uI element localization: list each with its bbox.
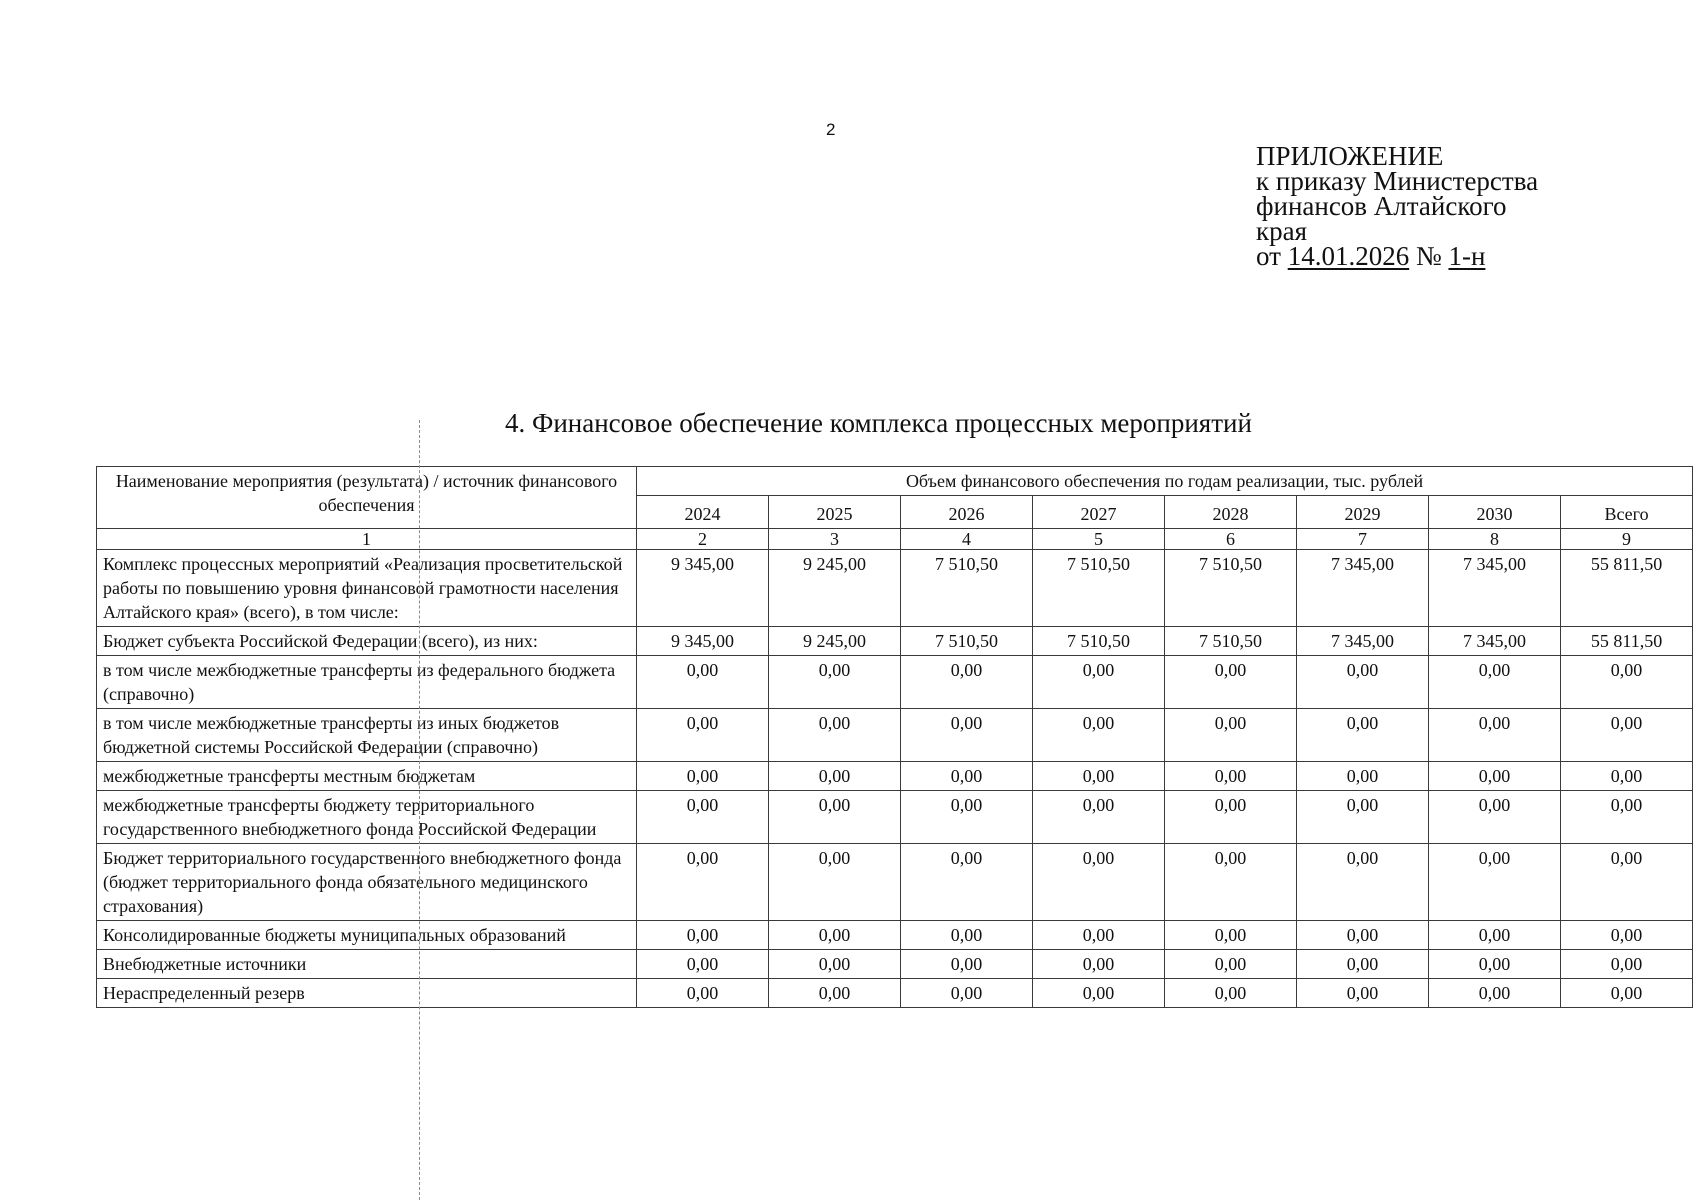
table-header-row — [97, 467, 1693, 496]
row-year-value: 0,00 — [637, 979, 769, 1008]
row-year-value: 0,00 — [1165, 950, 1297, 979]
row-year-value: 0,00 — [901, 979, 1033, 1008]
row-year-value: 0,00 — [769, 979, 901, 1008]
row-year-value: 0,00 — [1165, 979, 1297, 1008]
row-year-value: 0,00 — [1165, 709, 1297, 762]
row-year-value: 0,00 — [769, 950, 901, 979]
row-year-value: 0,00 — [1297, 921, 1429, 950]
row-year-value: 0,00 — [1033, 979, 1165, 1008]
row-year-value: 0,00 — [1033, 950, 1165, 979]
table-row — [97, 627, 1693, 656]
page-number: 2 — [826, 120, 836, 139]
year-header: 2028 — [1165, 496, 1297, 529]
column-number: 4 — [901, 529, 1033, 550]
row-total-value: 0,00 — [1561, 950, 1693, 979]
row-year-value: 0,00 — [1165, 844, 1297, 921]
year-header: 2024 — [637, 496, 769, 529]
row-year-value: 0,00 — [1165, 656, 1297, 709]
row-year-value: 0,00 — [901, 950, 1033, 979]
row-year-value: 0,00 — [1429, 791, 1561, 844]
row-year-value: 0,00 — [1429, 950, 1561, 979]
table-row — [97, 979, 1693, 1008]
column-number: 3 — [769, 529, 901, 550]
row-year-value: 0,00 — [1297, 656, 1429, 709]
table-row — [97, 656, 1693, 709]
row-year-value: 0,00 — [901, 709, 1033, 762]
year-header: 2029 — [1297, 496, 1429, 529]
appendix-header — [1256, 141, 1539, 271]
row-year-value: 9 245,00 — [769, 550, 901, 627]
row-year-value: 7 345,00 — [1297, 550, 1429, 627]
section-title: 4. Финансовое обеспечение комплекса процессных мероприятий — [505, 408, 1252, 438]
row-year-value: 0,00 — [637, 950, 769, 979]
row-year-value: 0,00 — [1297, 791, 1429, 844]
row-label: Консолидированные бюджеты муниципальных образований — [97, 921, 637, 950]
row-year-value: 0,00 — [1165, 921, 1297, 950]
row-year-value: 0,00 — [1429, 656, 1561, 709]
table-row — [97, 709, 1693, 762]
row-year-value: 0,00 — [769, 844, 901, 921]
appendix-line-2: финансов Алтайского — [1256, 191, 1507, 221]
column-number: 6 — [1165, 529, 1297, 550]
row-year-value: 0,00 — [769, 762, 901, 791]
row-year-value: 0,00 — [769, 656, 901, 709]
row-total-value: 0,00 — [1561, 709, 1693, 762]
row-total-value: 0,00 — [1561, 762, 1693, 791]
column-number: 5 — [1033, 529, 1165, 550]
row-total-value: 0,00 — [1561, 979, 1693, 1008]
column-number: 7 — [1297, 529, 1429, 550]
row-year-value: 0,00 — [901, 844, 1033, 921]
name-column-header: Наименование мероприятия (результата) / источник финансового обеспечения — [97, 467, 637, 529]
table-row — [97, 762, 1693, 791]
order-number: 1-н — [1448, 241, 1486, 271]
appendix-line-1: к приказу Министерства — [1256, 166, 1539, 196]
row-year-value: 0,00 — [637, 791, 769, 844]
row-year-value: 0,00 — [637, 762, 769, 791]
row-year-value: 0,00 — [1033, 656, 1165, 709]
appendix-title: ПРИЛОЖЕНИЕ — [1256, 141, 1444, 171]
fold-line — [419, 420, 420, 1200]
row-year-value: 7 345,00 — [1297, 627, 1429, 656]
row-year-value: 0,00 — [1033, 709, 1165, 762]
row-year-value: 0,00 — [1429, 844, 1561, 921]
appendix-order-line — [1256, 241, 1538, 271]
row-year-value: 0,00 — [1297, 950, 1429, 979]
row-year-value: 0,00 — [901, 791, 1033, 844]
table-row — [97, 950, 1693, 979]
column-number: 2 — [637, 529, 769, 550]
row-year-value: 0,00 — [1033, 844, 1165, 921]
table-body — [97, 550, 1693, 1008]
order-date-prefix: от — [1256, 241, 1281, 271]
row-label: в том числе межбюджетные трансферты из иных бюджетов бюджетной системы Российской Федерации (справочно) — [97, 709, 637, 762]
table-row — [97, 791, 1693, 844]
row-label: межбюджетные трансферты местным бюджетам — [97, 762, 637, 791]
financing-table — [96, 466, 1693, 1008]
row-total-value: 0,00 — [1561, 844, 1693, 921]
year-header: 2026 — [901, 496, 1033, 529]
row-year-value: 7 510,50 — [901, 550, 1033, 627]
row-year-value: 0,00 — [1297, 844, 1429, 921]
row-year-value: 0,00 — [769, 709, 901, 762]
row-year-value: 0,00 — [1429, 921, 1561, 950]
row-year-value: 0,00 — [1033, 762, 1165, 791]
row-year-value: 7 510,50 — [1033, 627, 1165, 656]
row-year-value: 0,00 — [1297, 709, 1429, 762]
year-header: 2027 — [1033, 496, 1165, 529]
table-row — [97, 921, 1693, 950]
row-label: в том числе межбюджетные трансферты из федерального бюджета (справочно) — [97, 656, 637, 709]
order-date: 14.01.2026 — [1287, 241, 1410, 271]
column-number-row — [97, 529, 1693, 550]
row-year-value: 0,00 — [901, 762, 1033, 791]
column-number: 9 — [1561, 529, 1693, 550]
column-number: 8 — [1429, 529, 1561, 550]
row-year-value: 0,00 — [1165, 762, 1297, 791]
row-year-value: 7 510,50 — [1165, 627, 1297, 656]
row-year-value: 0,00 — [637, 844, 769, 921]
row-year-value: 0,00 — [1429, 979, 1561, 1008]
row-total-value: 0,00 — [1561, 791, 1693, 844]
year-header: 2025 — [769, 496, 901, 529]
row-year-value: 0,00 — [901, 656, 1033, 709]
row-total-value: 55 811,50 — [1561, 627, 1693, 656]
row-year-value: 0,00 — [1297, 979, 1429, 1008]
total-header: Всего — [1561, 496, 1693, 529]
row-year-value: 0,00 — [769, 791, 901, 844]
row-label: Бюджет субъекта Российской Федерации (всего), из них: — [97, 627, 637, 656]
row-year-value: 7 345,00 — [1429, 550, 1561, 627]
table-row — [97, 844, 1693, 921]
row-year-value: 7 510,50 — [901, 627, 1033, 656]
row-year-value: 0,00 — [1033, 791, 1165, 844]
row-year-value: 0,00 — [1429, 709, 1561, 762]
row-label: межбюджетные трансферты бюджету территориального государственного внебюджетного фонда Российской Федерации — [97, 791, 637, 844]
appendix-line-3: края — [1256, 216, 1308, 246]
row-year-value: 0,00 — [1429, 762, 1561, 791]
row-year-value: 9 245,00 — [769, 627, 901, 656]
row-year-value: 0,00 — [637, 921, 769, 950]
order-number-sign: № — [1415, 241, 1442, 271]
row-total-value: 55 811,50 — [1561, 550, 1693, 627]
table-row — [97, 550, 1693, 627]
row-year-value: 0,00 — [1033, 921, 1165, 950]
row-year-value: 9 345,00 — [637, 627, 769, 656]
row-year-value: 0,00 — [637, 656, 769, 709]
row-label: Бюджет территориального государственного внебюджетного фонда (бюджет территориального фонда обязательного медицинского страхования) — [97, 844, 637, 921]
row-year-value: 0,00 — [769, 921, 901, 950]
row-year-value: 0,00 — [901, 921, 1033, 950]
row-label: Нераспределенный резерв — [97, 979, 637, 1008]
row-year-value: 9 345,00 — [637, 550, 769, 627]
row-label: Внебюджетные источники — [97, 950, 637, 979]
volume-column-header: Объем финансового обеспечения по годам реализации, тыс. рублей — [637, 467, 1693, 496]
row-year-value: 7 510,50 — [1033, 550, 1165, 627]
row-year-value: 7 510,50 — [1165, 550, 1297, 627]
column-number: 1 — [97, 529, 637, 550]
row-year-value: 7 345,00 — [1429, 627, 1561, 656]
row-label: Комплекс процессных мероприятий «Реализация просветительской работы по повышению уровня финансовой грамотности населения Алтайского края» (всего), в том числе: — [97, 550, 637, 627]
row-year-value: 0,00 — [1165, 791, 1297, 844]
year-header: 2030 — [1429, 496, 1561, 529]
row-year-value: 0,00 — [1297, 762, 1429, 791]
row-total-value: 0,00 — [1561, 656, 1693, 709]
row-year-value: 0,00 — [637, 709, 769, 762]
row-total-value: 0,00 — [1561, 921, 1693, 950]
